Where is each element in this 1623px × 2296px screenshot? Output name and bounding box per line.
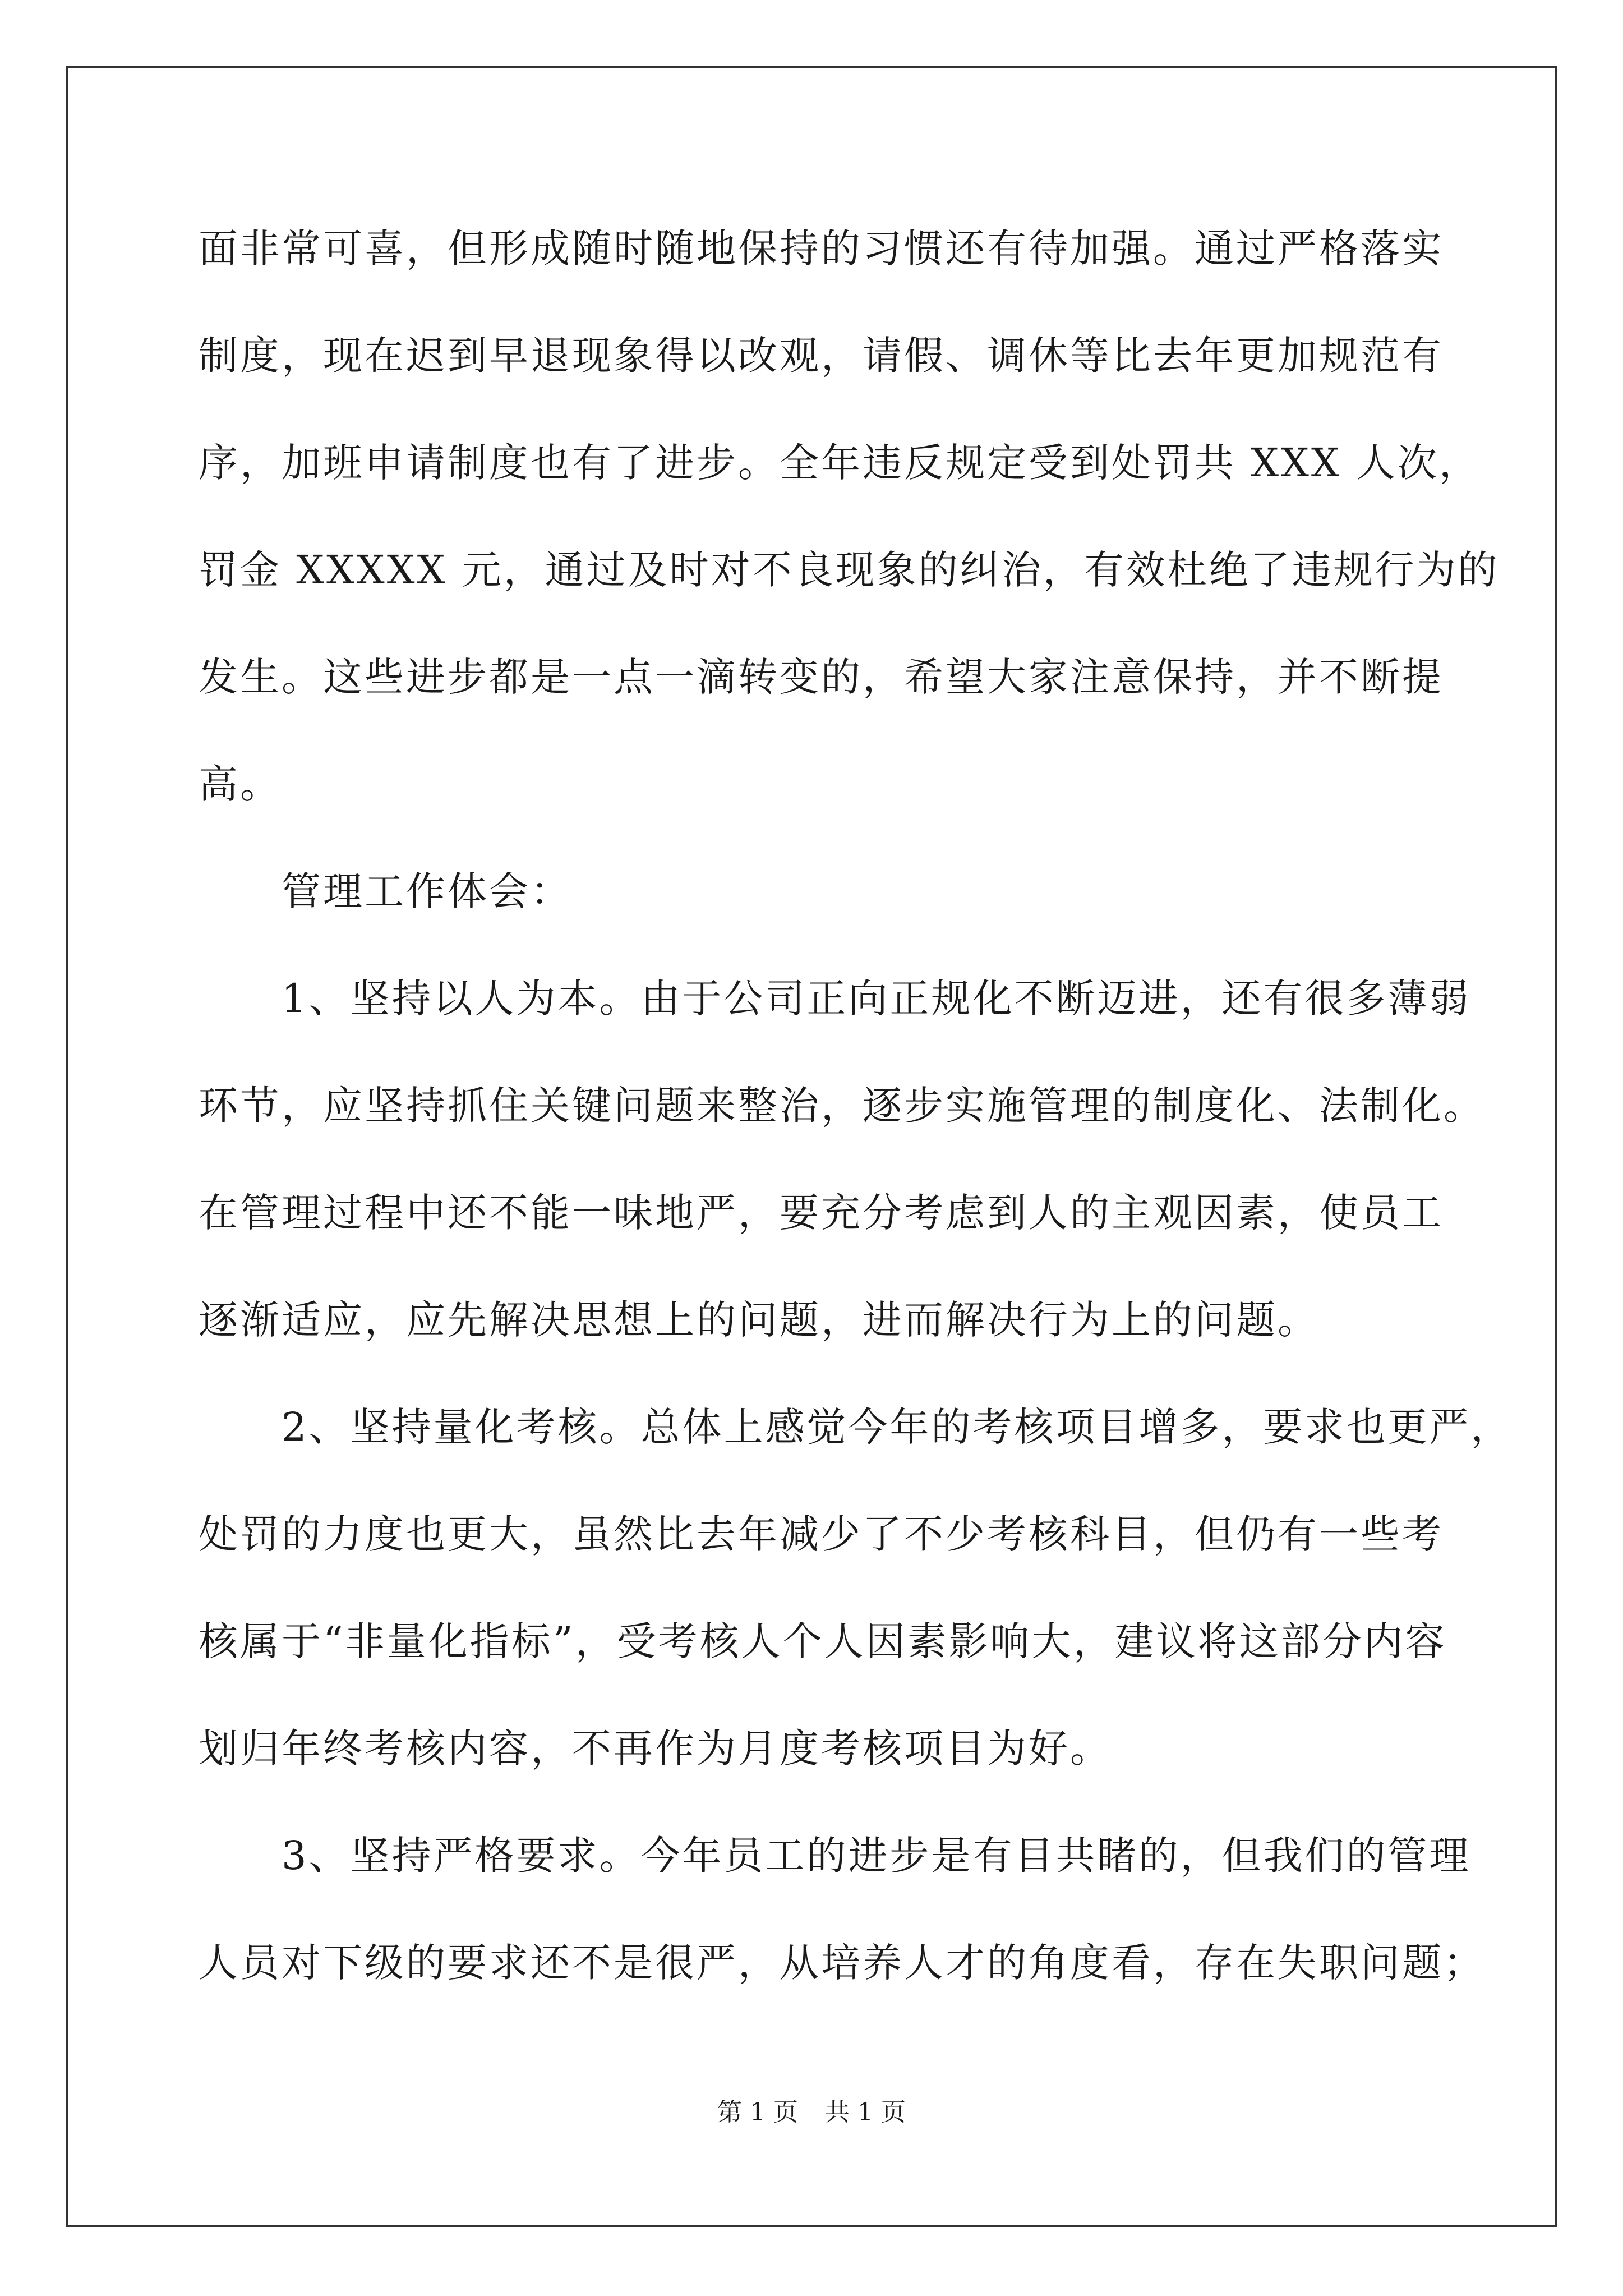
text-line: 管理工作体会： [282,868,572,914]
text-line: 制度，现在迟到早退现象得以改观，请假、调休等比去年更加规范有 [199,333,1444,379]
text-line: 1、坚持以人为本。由于公司正向正规化不断迈进，还有很多薄弱 [282,976,1471,1022]
text-line: 面非常可喜，但形成随时随地保持的习惯还有待加强。通过严格落实 [199,226,1444,272]
text-line: 在管理过程中还不能一味地严，要充分考虑到人的主观因素，使员工 [199,1190,1444,1236]
page-total: 共 1 页 [825,2098,906,2127]
text-line: 处罚的力度也更大，虽然比去年减少了不少考核科目，但仍有一些考 [199,1511,1444,1557]
text-line: 序，加班申请制度也有了进步。全年违反规定受到处罚共 XXX 人次， [199,440,1481,486]
text-line: 逐渐适应，应先解决思想上的问题，进而解决行为上的问题。 [199,1297,1319,1343]
text-line: 环节，应坚持抓住关键问题来整治，逐步实施管理的制度化、法制化。 [199,1083,1485,1129]
text-line: 发生。这些进步都是一点一滴转变的，希望大家注意保持，并不断提 [199,654,1444,700]
page-number: 第 1 页 [717,2098,798,2127]
text-line: 罚金 XXXXX 元，通过及时对不良现象的纠治，有效杜绝了违规行为的 [199,547,1500,593]
text-line: 人员对下级的要求还不是很严，从培养人才的角度看，存在失职问题； [199,1940,1485,1986]
text-line: 核属于“非量化指标”，受考核人个人因素影响大，建议将这部分内容 [199,1618,1447,1664]
text-line: 2、坚持量化考核。总体上感觉今年的考核项目增多，要求也更严， [282,1404,1513,1450]
text-line: 划归年终考核内容，不再作为月度考核项目为好。 [199,1726,1112,1772]
text-line: 高。 [199,761,282,807]
document-body [199,218,1513,2039]
page-footer [0,2097,1623,2128]
text-line: 3、坚持严格要求。今年员工的进步是有目共睹的，但我们的管理 [282,1833,1471,1879]
